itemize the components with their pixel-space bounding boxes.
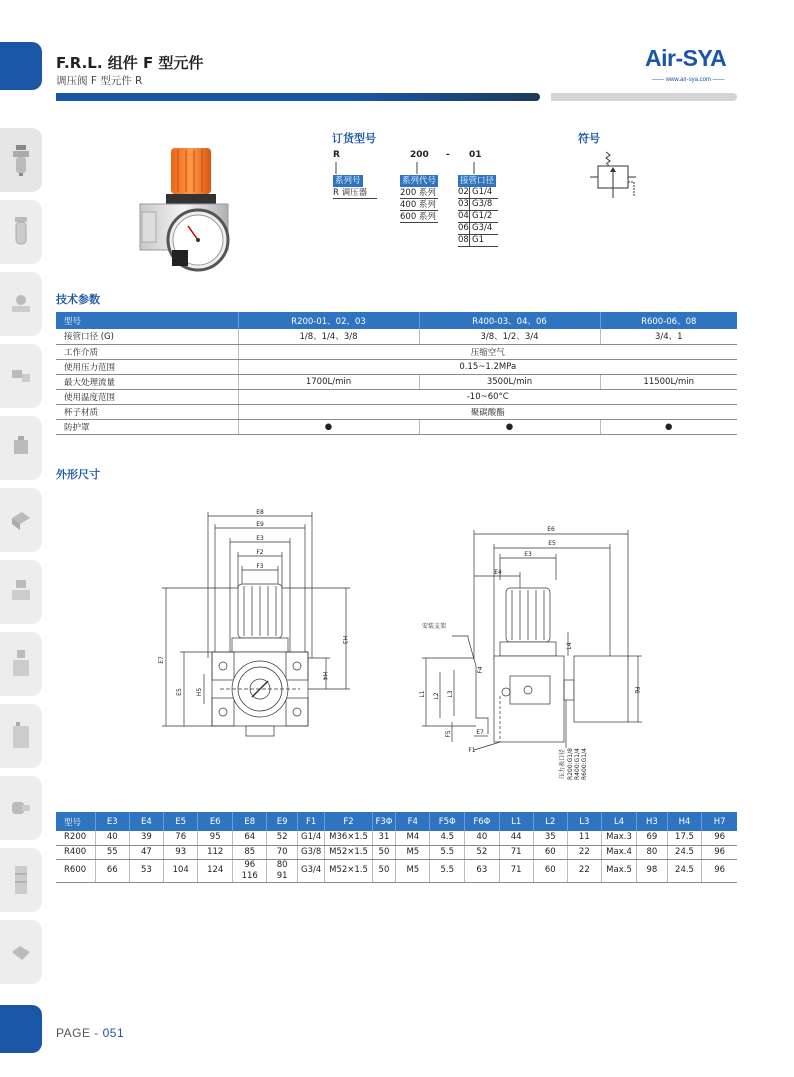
dim-header-cell: L4 <box>601 812 636 831</box>
cylinder-icon <box>10 720 32 752</box>
tech-cell: 3/8、1/2、3/4 <box>419 329 600 344</box>
order-col2-value: 600 系列 <box>400 212 438 223</box>
page-title: F.R.L. 组件 F 型元件 <box>56 54 204 72</box>
side-tab-bottom <box>0 1005 42 1053</box>
category-combination[interactable] <box>0 560 42 624</box>
gauge-port-r200: R200:G1/8 <box>567 748 574 780</box>
dim-cell: M5 <box>396 859 430 882</box>
dim-cell: 44 <box>499 831 533 845</box>
page-number: PAGE - 051 <box>56 1026 125 1040</box>
dim-header-cell: F4 <box>396 812 430 831</box>
dim-header-cell: H7 <box>702 812 737 831</box>
table-row <box>56 831 737 845</box>
dim-label-f2: F2 <box>256 549 264 556</box>
tech-cell: 压缩空气 <box>238 344 737 359</box>
dim-label-bracket: 安装支架 <box>421 623 447 630</box>
dim-label-h3: H3 <box>341 635 348 645</box>
table-row <box>56 419 737 434</box>
dim-cell: 85 <box>232 845 267 859</box>
dim-cell: Max.5 <box>601 859 636 882</box>
dim-cell: 35 <box>533 831 567 845</box>
dim-label-l4: L4 <box>566 642 573 650</box>
tech-header-cell: R400-03、04、06 <box>419 312 600 329</box>
dim-cell: 22 <box>567 859 601 882</box>
dim-cell: 52 <box>267 831 297 845</box>
order-col3-list <box>458 187 498 247</box>
order-code-series: 200 <box>410 150 429 160</box>
dim-cell: 96 <box>702 831 737 845</box>
dim-cell: 71 <box>499 859 533 882</box>
table-row <box>56 344 737 359</box>
order-port-row: 02 G1/4 <box>458 187 498 199</box>
dim-label-f3: F3 <box>256 563 264 570</box>
dim-model-cell: R400 <box>56 845 95 859</box>
dim-cell: 50 <box>372 845 396 859</box>
dim-header-cell: F1 <box>297 812 324 831</box>
dim-cell: M52×1.5 <box>325 845 372 859</box>
category-silencer[interactable] <box>0 848 42 912</box>
dim-label-e9: E9 <box>256 521 264 528</box>
order-col2-header: 系列代号 <box>402 176 437 186</box>
tech-cell-dot: ● <box>600 419 737 434</box>
dim-header-cell: H4 <box>667 812 702 831</box>
dim-cell: 11 <box>567 831 601 845</box>
order-port-row: 04 G1/2 <box>458 211 498 223</box>
dim-cell: 104 <box>163 859 198 882</box>
side-view-drawing <box>416 520 646 790</box>
dim-label-f4: F4 <box>477 666 484 674</box>
dim-label-e4: E4 <box>494 569 502 576</box>
dim-header-cell: E9 <box>267 812 297 831</box>
block-icon <box>10 504 32 536</box>
tech-cell: 3500L/min <box>419 374 600 389</box>
tech-header-cell: 型号 <box>56 312 238 329</box>
dim-cell: 98 <box>637 859 667 882</box>
tech-label: 最大处理流量 <box>56 374 238 389</box>
side-tab-top <box>0 42 42 90</box>
dim-cell: 50 <box>372 859 396 882</box>
dim-cell: M52×1.5 <box>325 859 372 882</box>
dim-label-f6: F6 <box>633 686 640 694</box>
dim-label-e7: E7 <box>158 656 165 664</box>
manifold-icon <box>10 648 32 680</box>
dim-header-cell: E3 <box>95 812 129 831</box>
tech-cell-dot: ● <box>238 419 419 434</box>
dim-cell: 4.5 <box>430 831 465 845</box>
dim-cell: 64 <box>232 831 267 845</box>
tech-cell: 1700L/min <box>238 374 419 389</box>
symbol-title: 符号 <box>578 132 600 145</box>
gauge-port-label: 压力表口径 <box>559 748 566 780</box>
dimensions-title: 外形尺寸 <box>56 468 100 481</box>
dim-cell: 17.5 <box>667 831 702 845</box>
tech-title: 技术参数 <box>56 293 100 306</box>
dim-cell: 5.5 <box>430 845 465 859</box>
tech-cell: 0.15~1.2MPa <box>238 359 737 374</box>
fitting-icon <box>10 792 32 824</box>
tech-cell: 3/4、1 <box>600 329 737 344</box>
frl-unit-icon <box>10 144 32 176</box>
order-port-row: 03 G3/8 <box>458 199 498 211</box>
category-filter[interactable] <box>0 200 42 264</box>
dim-label-e6: E6 <box>547 526 555 533</box>
order-col1-value: R 调压器 <box>333 188 377 199</box>
tech-label: 接管口径 (G) <box>56 329 238 344</box>
dim-label-e7: E7 <box>476 729 484 736</box>
dim-label-h5: H5 <box>196 687 203 697</box>
tech-header-row <box>56 312 737 329</box>
tech-label: 使用压力范围 <box>56 359 238 374</box>
dim-cell: 76 <box>163 831 198 845</box>
dim-label-l1: L1 <box>419 690 426 698</box>
order-col2-value: 200 系列 <box>400 188 438 199</box>
category-frl-unit[interactable] <box>0 128 42 192</box>
order-title: 订货型号 <box>332 132 376 145</box>
dim-cell: 71 <box>499 845 533 859</box>
dim-cell: 96 <box>702 859 737 882</box>
regulator-icon <box>10 288 32 320</box>
dim-label-f5: F5 <box>445 730 452 738</box>
front-view-drawing <box>160 508 360 748</box>
table-row <box>56 374 737 389</box>
header-bar-gray <box>551 93 737 101</box>
dim-cell: 52 <box>465 845 500 859</box>
page-subtitle: 调压阀 F 型元件 R <box>56 75 143 87</box>
order-connectors <box>330 160 510 176</box>
dim-cell: 95 <box>198 831 233 845</box>
table-row <box>56 845 737 859</box>
dimension-table <box>56 812 737 883</box>
dim-cell: M36×1.5 <box>325 831 372 845</box>
gauge-port-r400: R400:G1/4 <box>574 748 581 780</box>
table-row <box>56 859 737 882</box>
category-accessory[interactable] <box>0 920 42 984</box>
dim-cell: 60 <box>533 845 567 859</box>
dim-cell: 31 <box>372 831 396 845</box>
dim-cell: M4 <box>396 831 430 845</box>
table-row <box>56 404 737 419</box>
dim-header-cell: E8 <box>232 812 267 831</box>
dim-cell: 63 <box>465 859 500 882</box>
dim-cell: 5.5 <box>430 859 465 882</box>
lubricator-icon <box>10 360 32 392</box>
dim-cell: 96 116 <box>232 859 267 882</box>
header-bar-blue <box>56 93 540 101</box>
dim-header-cell: 型号 <box>56 812 95 831</box>
category-regulator[interactable] <box>0 272 42 336</box>
dim-cell: 47 <box>129 845 163 859</box>
dim-cell: 53 <box>129 859 163 882</box>
dim-header-cell: L1 <box>499 812 533 831</box>
dim-header-cell: F5Φ <box>430 812 465 831</box>
dim-header-cell: F6Φ <box>465 812 500 831</box>
dim-label-f1: F1 <box>468 747 476 754</box>
valve-icon <box>10 432 32 464</box>
order-code-port: 01 <box>469 150 482 160</box>
order-col2-value: 400 系列 <box>400 200 438 211</box>
category-cylinder[interactable] <box>0 704 42 768</box>
tech-label: 杯子材质 <box>56 404 238 419</box>
order-col3-header: 接管口径 <box>460 176 495 186</box>
dim-cell: G1/4 <box>297 831 324 845</box>
dim-cell: 80 <box>637 845 667 859</box>
dim-cell: 39 <box>129 831 163 845</box>
tech-cell: 聚碳酸酯 <box>238 404 737 419</box>
dim-cell: M5 <box>396 845 430 859</box>
dim-cell: Max.4 <box>601 845 636 859</box>
dim-cell: 22 <box>567 845 601 859</box>
dim-cell: 70 <box>267 845 297 859</box>
dim-cell: 60 <box>533 859 567 882</box>
dim-header-cell: E6 <box>198 812 233 831</box>
dim-body <box>56 831 737 882</box>
dim-cell: 40 <box>95 831 129 845</box>
dim-label-e5: E5 <box>548 540 556 547</box>
order-code-dash: - <box>446 150 450 160</box>
dim-header-cell: F2 <box>325 812 372 831</box>
dim-cell: 112 <box>198 845 233 859</box>
dim-label-l2: L2 <box>433 692 440 700</box>
tech-label: 使用温度范围 <box>56 389 238 404</box>
dim-label-h4: H4 <box>321 671 328 681</box>
tech-cell: 1/8、1/4、3/8 <box>238 329 419 344</box>
tech-label: 防护罩 <box>56 419 238 434</box>
tech-cell: 11500L/min <box>600 374 737 389</box>
dim-label-e3: E3 <box>524 551 532 558</box>
order-port-row: 06 G3/4 <box>458 223 498 235</box>
dim-cell: 66 <box>95 859 129 882</box>
tech-header-cell: R600-06、08 <box>600 312 737 329</box>
table-row <box>56 359 737 374</box>
category-block[interactable] <box>0 488 42 552</box>
dim-model-cell: R200 <box>56 831 95 845</box>
dim-cell: 55 <box>95 845 129 859</box>
tech-cell: -10~60°C <box>238 389 737 404</box>
order-code-r: R <box>333 150 340 160</box>
tech-label: 工作介质 <box>56 344 238 359</box>
tech-header-cell: R200-01、02、03 <box>238 312 419 329</box>
regulator-symbol <box>590 148 640 203</box>
filter-icon <box>10 216 32 248</box>
tech-table <box>56 312 737 435</box>
dim-cell: 69 <box>637 831 667 845</box>
brand-url: —— www.air-sya.com —— <box>652 77 725 83</box>
dim-header-cell: E5 <box>163 812 198 831</box>
dim-cell: Max.3 <box>601 831 636 845</box>
category-manifold[interactable] <box>0 632 42 696</box>
dim-header-row <box>56 812 737 831</box>
dim-label-e3: E3 <box>256 535 264 542</box>
dim-label-e8: E8 <box>256 509 264 516</box>
tech-cell-dot: ● <box>419 419 600 434</box>
table-row <box>56 389 737 404</box>
dim-cell: 124 <box>198 859 233 882</box>
dim-cell: 93 <box>163 845 198 859</box>
dim-cell: 24.5 <box>667 859 702 882</box>
dim-label-e5: E5 <box>176 688 183 696</box>
silencer-icon <box>10 864 32 896</box>
brand-logo: Air-SYA <box>645 45 727 71</box>
dim-cell: 80 91 <box>267 859 297 882</box>
dim-cell: 40 <box>465 831 500 845</box>
combination-icon <box>10 576 32 608</box>
product-photo <box>136 140 246 280</box>
table-row <box>56 329 737 344</box>
dim-model-cell: R600 <box>56 859 95 882</box>
dim-cell: G3/8 <box>297 845 324 859</box>
dim-label-l3: L3 <box>447 690 454 698</box>
gauge-port-r600: R600:G1/4 <box>581 748 588 780</box>
category-fitting[interactable] <box>0 776 42 840</box>
dim-cell: 96 <box>702 845 737 859</box>
order-col1-header: 系列号 <box>335 176 361 186</box>
dim-cell: 24.5 <box>667 845 702 859</box>
category-valve[interactable] <box>0 416 42 480</box>
dim-header-cell: H3 <box>637 812 667 831</box>
order-port-row: 08 G1 <box>458 235 498 247</box>
dim-header-cell: F3Φ <box>372 812 396 831</box>
dim-cell: G3/4 <box>297 859 324 882</box>
category-lubricator[interactable] <box>0 344 42 408</box>
dim-header-cell: E4 <box>129 812 163 831</box>
dim-header-cell: L2 <box>533 812 567 831</box>
accessory-icon <box>10 936 32 968</box>
dim-header-cell: L3 <box>567 812 601 831</box>
